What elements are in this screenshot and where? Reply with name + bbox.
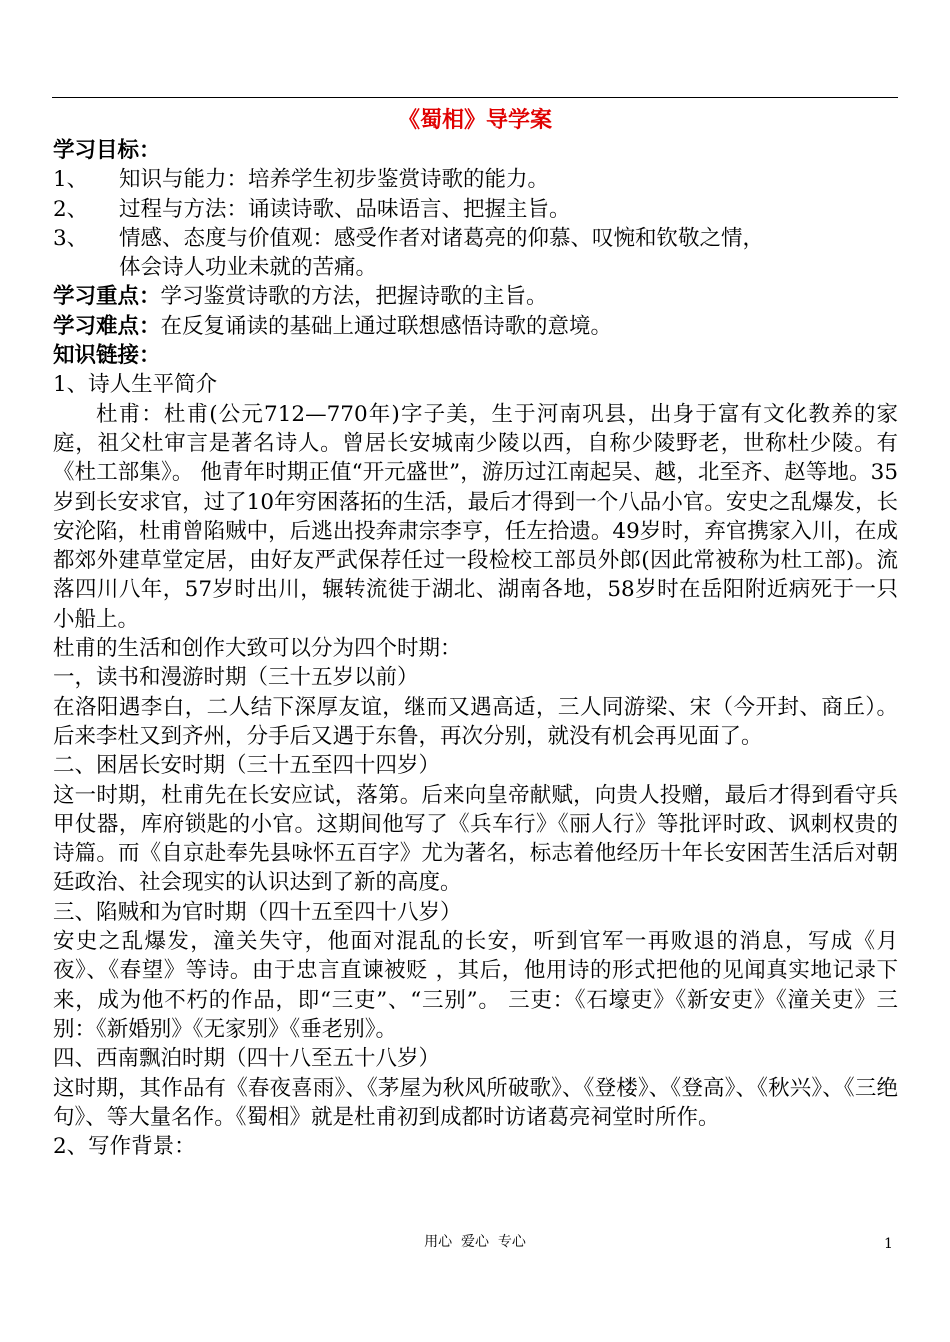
period-heading: 一，读书和漫游时期（三十五岁以前） — [53, 665, 419, 691]
period-heading: 三、陷贼和为官时期（四十五至四十八岁） — [53, 899, 462, 925]
objective-item — [53, 165, 898, 194]
bio-paragraph: 杜甫：杜甫(公元712—770年)字子美，生于河南巩县，出身于富有文化教养的家庭，祖父杜审言是著名诗人。曾居长安城南少陵以西，自称少陵野老，世称杜少陵。有《杜工部集》。 他青年时期正值“开元盛世”，游历过江南起吴、越，北至齐、赵等地。35岁到长安求官，过了10年穷困落拓的生活，最后才得到一个八品小官。安史之乱爆发，长安沦陷，杜甫曾陷贼中，后逃出投奔肃宗李亨，任左拾遗。49岁时，弃官携家入川，在成都郊外建草堂定居，由好友严武保荐任过一段检校工部员外郎(因此常被称为杜工部)。流落四川八年，57岁时出川，辗转流徙于湖北、湖南各地，58岁时在岳阳附近病死于一只小船上。 — [53, 401, 898, 632]
focus-text: 学习鉴赏诗歌的方法，把握诗歌的主旨。 — [160, 284, 548, 310]
objective-item — [53, 195, 898, 224]
document-body — [53, 136, 898, 1161]
objectives-heading: 学习目标： — [53, 138, 161, 163]
knowledge-heading: 知识链接： — [53, 343, 161, 369]
objective-number: 1、 — [53, 167, 89, 193]
difficulty-label: 学习难点： — [53, 313, 161, 339]
page-number: 1 — [884, 1236, 893, 1252]
objective-continuation: 体会诗人功业未就的苦痛。 — [119, 255, 378, 281]
header-rule — [52, 97, 898, 98]
period-paragraph: 这时期，其作品有《春夜喜雨》、《茅屋为秋风所破歌》、《登楼》、《登高》、《秋兴》、《三绝句》、等大量名作。《蜀相》就是杜甫初到成都时访诸葛亮祠堂时所作。 — [53, 1075, 898, 1130]
background-heading: 2、写作背景： — [53, 1134, 196, 1160]
periods-intro: 杜甫的生活和创作大致可以分为四个时期： — [53, 636, 462, 662]
objective-number: 2、 — [53, 196, 89, 222]
period-heading: 二、困居长安时期（三十五至四十四岁） — [53, 753, 441, 779]
objective-item — [53, 224, 898, 253]
objective-text: 知识与能力：培养学生初步鉴赏诗歌的能力。 — [119, 167, 550, 193]
page-footer: 用心 爱心 专心 — [424, 1234, 526, 1250]
document-title: 《蜀相》导学案 — [397, 107, 552, 133]
period-paragraph: 这一时期，杜甫先在长安应试，落第。后来向皇帝献赋，向贵人投赠，最后才得到看守兵甲仗器，库府锁匙的小官。这期间他写了《兵车行》《丽人行》等批评时政、讽刺权贵的诗篇。而《自京赴奉先县咏怀五百字》尤为著名，标志着他经历十年长安困苦生活后对朝廷政治、社会现实的认识达到了新的高度。 — [53, 782, 898, 896]
bio-heading: 1、诗人生平简介 — [53, 372, 218, 398]
difficulty-line — [53, 312, 898, 341]
period-heading: 四、西南飘泊时期（四十八至五十八岁） — [53, 1046, 441, 1072]
period-paragraph: 安史之乱爆发，潼关失守，他面对混乱的长安，听到官军一再败退的消息，写成《月夜》、《春望》等诗。由于忠言直谏被贬 ，其后，他用诗的形式把他的见闻真实地记录下来，成为他不朽的作品，即“三吏”、“三别”。 三吏：《石壕吏》《新安吏》《潼关吏》三别：《新婚别》《无家别》《垂老别》。 — [53, 929, 898, 1042]
objective-text: 过程与方法：诵读诗歌、品味语言、把握主旨。 — [119, 196, 571, 222]
objective-text: 情感、态度与价值观：感受作者对诸葛亮的仰慕、叹惋和钦敬之情， — [119, 225, 765, 251]
difficulty-text: 在反复诵读的基础上通过联想感悟诗歌的意境。 — [160, 313, 613, 339]
focus-label: 学习重点： — [53, 284, 161, 310]
focus-line — [53, 282, 898, 311]
period-paragraph: 在洛阳遇李白，二人结下深厚友谊，继而又遇高适，三人同游梁、宋（今开封、商丘）。后来李杜又到齐州，分手后又遇于东鲁，再次分别，就没有机会再见面了。 — [53, 694, 898, 749]
objective-number: 3、 — [53, 225, 89, 251]
